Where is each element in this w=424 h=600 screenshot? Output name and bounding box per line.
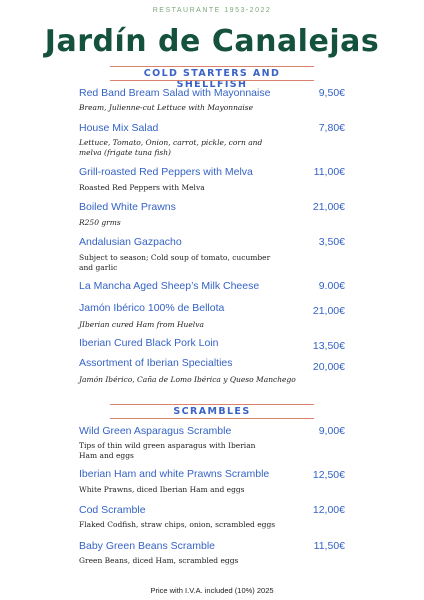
menu-item-name: Iberian Ham and white Prawns Scramble [79,468,270,480]
section-header-cold-starters [110,66,314,90]
menu-item-name: Jamón Ibérico 100% de Bellota [79,302,225,314]
menu-item-name: Red Band Bream Salad with Mayonnaise [79,87,271,99]
menu-item-name: Boiled White Prawns [79,201,176,213]
section-divider-top [110,66,314,67]
menu-item-price: 21,00€ [312,201,345,213]
menu-item-description: R250 grms [79,218,121,227]
menu-item-price: 12,00€ [312,504,345,516]
section-divider-bottom [110,80,314,81]
menu-item-name: Baby Green Beans Scramble [79,540,215,552]
menu-item-price: 9,00€ [318,425,345,437]
menu-item-price: 11,50€ [313,540,345,552]
menu-item-description: Subject to season; Cold soup of tomato, cucumber and garlic [79,253,271,272]
menu-item-name: Andalusian Gazpacho [79,236,182,248]
menu-item-description: JIberian cured Ham from Huelva [79,320,204,329]
menu-item-price: 3,50€ [318,236,345,248]
restaurant-logo-title: Jardín de Canalejas [44,24,380,59]
menu-item-description: Roasted Red Peppers with Melva [79,183,205,192]
menu-item-description: Lettuce, Tomato, Onion, carrot, pickle, corn and melva (frigate tuna fish) [79,138,263,157]
section-title: COLD STARTERS AND SHELLFISH [143,68,281,90]
menu-item-price: 21,00€ [312,305,345,317]
menu-item-price: 9,50€ [318,87,345,99]
section-header-scrambles [110,404,314,421]
menu-item-name: House Mix Salad [79,122,159,134]
menu-item-price: 7,80€ [318,122,345,134]
section-title: SCRAMBLES [173,406,251,417]
menu-item-name: Wild Green Asparagus Scramble [79,425,232,437]
price-footnote: Price with I.V.A. included (10%) 2025 [150,586,274,595]
menu-item-price: 20,00€ [312,361,345,373]
menu-item-description: Tips of thin wild green asparagus with Iberian Ham and eggs [79,441,256,460]
menu-item-name: La Mancha Aged Sheep’s Milk Cheese [79,280,260,292]
restaurant-tagline: RESTAURANTE 1953-2022 [152,7,272,14]
menu-item-name: Cod Scramble [79,504,146,516]
menu-item-price: 13,50€ [312,340,345,352]
menu-item-price: 12,50€ [312,469,345,481]
menu-item-description: Green Beans, diced Ham, scrambled eggs [79,556,239,565]
menu-item-name: Grill-roasted Red Peppers with Melva [79,166,253,178]
section-divider-top [110,404,314,405]
menu-item-price: 9.00€ [318,280,345,292]
menu-item-price: 11,00€ [313,166,345,178]
menu-item-description: Jamón Ibérico, Caña de Lomo Ibérica y Queso Manchego [79,375,296,384]
menu-item-description: Bream, Julienne-cut Lettuce with Mayonnaise [79,103,254,112]
menu-item-description: White Prawns, diced Iberian Ham and eggs [79,485,245,494]
menu-item-name: Iberian Cured Black Pork Loin [79,337,219,349]
section-divider-bottom [110,418,314,419]
menu-item-description: Flaked Codfish, straw chips, onion, scrambled eggs [79,520,276,529]
menu-item-name: Assortment of Iberian Specialties [79,357,233,369]
